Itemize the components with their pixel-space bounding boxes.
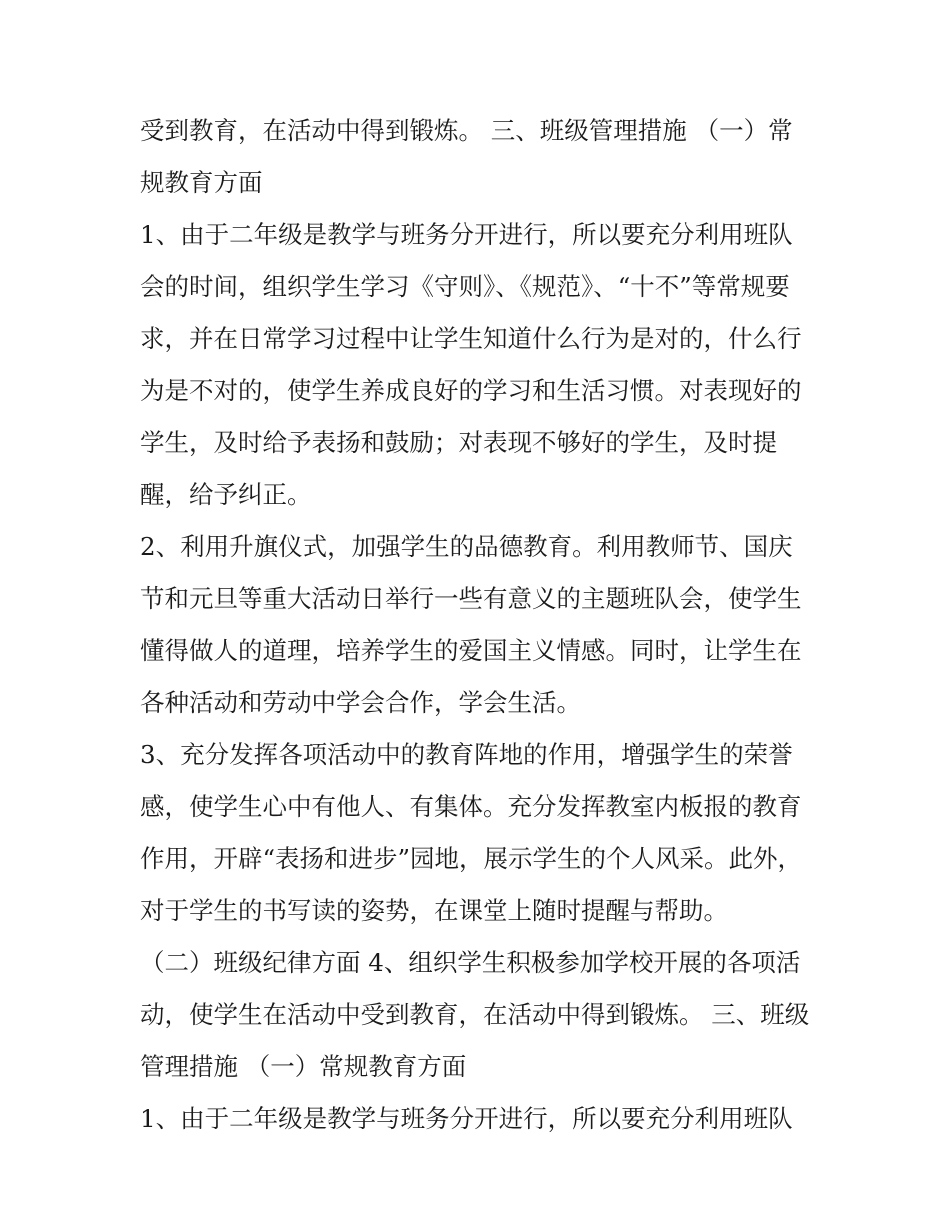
paragraph-6: 1、由于二年级是教学与班务分开进行，所以要充分利用班队 (140, 1104, 793, 1133)
paragraph-2: 1、由于二年级是教学与班务分开进行，所以要充分利用班队会的时间，组织学生学习《守则》、《规范》、“十不”等常规要求，并在日常学习过程中让学生知道什么行为是对的，什么行为是不对的，使学生养成良好的学习和生活习惯。对表现好的学生，及时给予表扬和鼓励；对表现不够好的学生，及时提醒，给予纠正。 (140, 220, 802, 509)
paragraph-1: 受到教育，在活动中得到锻炼。 三、班级管理措施 （一）常规教育方面 (140, 116, 793, 197)
document-body (140, 105, 815, 1145)
paragraph-3: 2、利用升旗仪式，加强学生的品德教育。利用教师节、国庆节和元旦等重大活动日举行一些有意义的主题班队会，使学生懂得做人的道理，培养学生的爱国主义情感。同时，让学生在各种活动和劳动中学会合作，学会生活。 (140, 532, 802, 717)
paragraph-5: （二）班级纪律方面 4、组织学生积极参加学校开展的各项活动，使学生在活动中受到教育，在活动中得到锻炼。 三、班级管理措施 （一）常规教育方面 (140, 948, 810, 1081)
paragraph-4: 3、充分发挥各项活动中的教育阵地的作用，增强学生的荣誉感，使学生心中有他人、有集体。充分发挥教室内板报的教育作用，开辟“表扬和进步”园地，展示学生的个人风采。此外，对于学生的书写读的姿势，在课堂上随时提醒与帮助。 (140, 740, 803, 925)
